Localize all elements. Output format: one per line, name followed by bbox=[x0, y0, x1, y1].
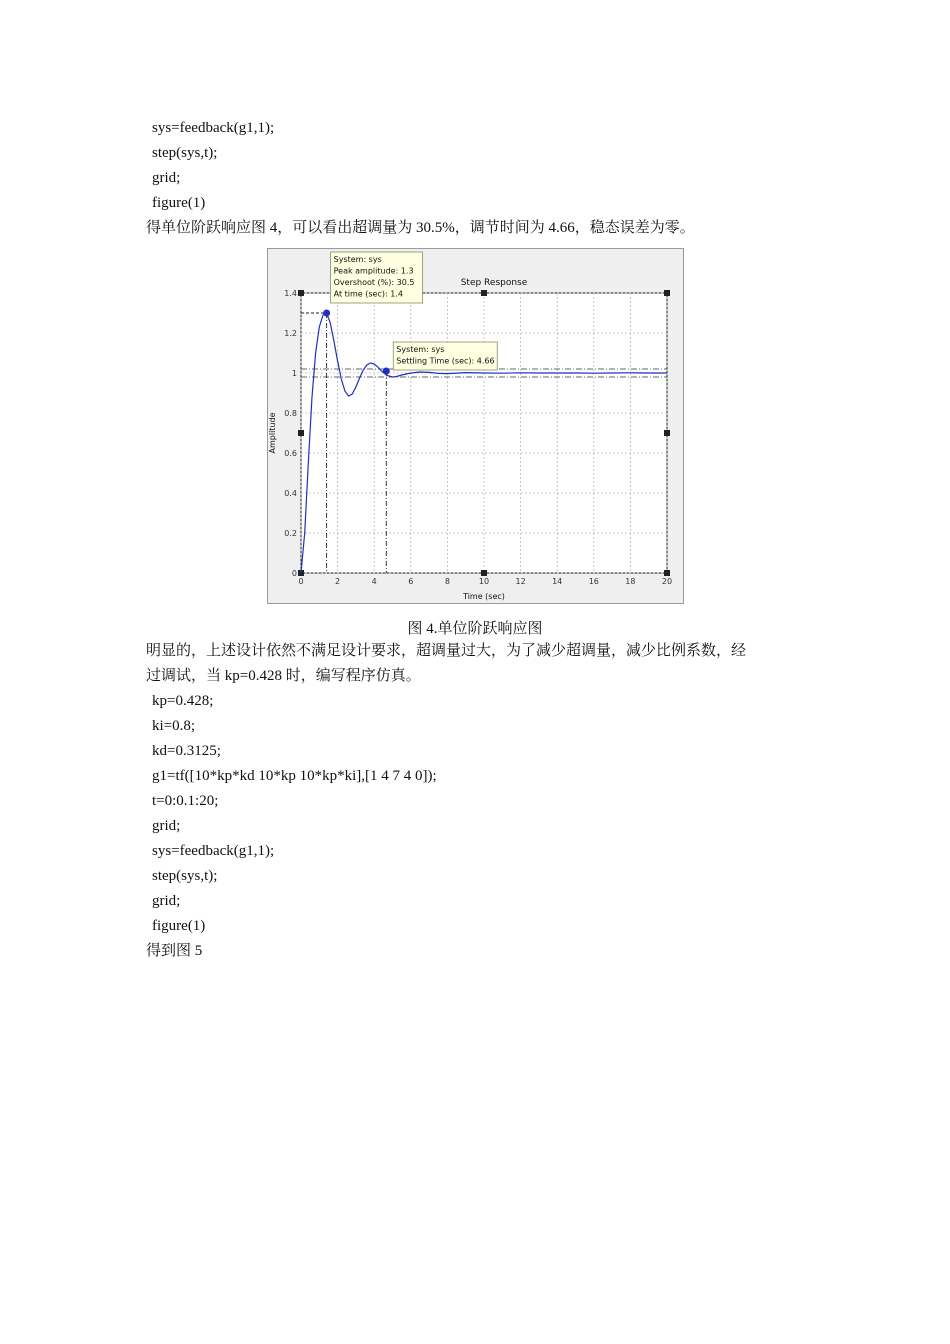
code-line: sys=feedback(g1,1); bbox=[152, 843, 275, 859]
y-tick-label: 1 bbox=[291, 369, 297, 378]
y-tick-label: 1.4 bbox=[284, 289, 297, 298]
code-line: sys=feedback(g1,1); bbox=[152, 120, 275, 136]
code-line: grid; bbox=[152, 818, 181, 834]
y-tick-label: 0.8 bbox=[284, 409, 297, 418]
x-tick-label: 20 bbox=[661, 577, 673, 586]
paragraph-line: 过调试，当 kp=0.428 时，编写程序仿真。 bbox=[146, 668, 421, 684]
code-line: t=0:0.1:20; bbox=[152, 793, 219, 809]
datatip-marker bbox=[323, 310, 330, 317]
x-tick-label: 8 bbox=[444, 577, 450, 586]
code-line: figure(1) bbox=[152, 918, 206, 934]
x-tick-label: 4 bbox=[371, 577, 377, 586]
code-line: grid; bbox=[152, 893, 181, 909]
x-tick-label: 12 bbox=[515, 577, 526, 586]
selection-handle bbox=[298, 430, 304, 436]
code-line: ki=0.8; bbox=[152, 718, 196, 734]
datatip-text: Peak amplitude: 1.3 bbox=[333, 266, 414, 276]
datatip-marker bbox=[383, 368, 390, 375]
code-line: kd=0.3125; bbox=[152, 743, 221, 759]
datatip bbox=[393, 342, 497, 370]
y-tick-label: 0.6 bbox=[284, 449, 297, 458]
datatip-text: System: sys bbox=[333, 255, 382, 264]
x-tick-label: 2 bbox=[335, 577, 341, 586]
x-tick-label: 10 bbox=[478, 577, 490, 586]
datatip-text: At time (sec): 1.4 bbox=[333, 289, 403, 299]
datatip-text: System: sys bbox=[396, 345, 445, 354]
x-axis-label: Time (sec) bbox=[463, 592, 505, 601]
code-line: step(sys,t); bbox=[152, 868, 218, 884]
y-axis-label: Amplitude bbox=[268, 412, 277, 454]
code-line: step(sys,t); bbox=[152, 145, 218, 161]
step-response-chart bbox=[267, 248, 684, 604]
y-tick-label: 1.2 bbox=[284, 329, 297, 338]
code-line: grid; bbox=[152, 170, 181, 186]
selection-handle bbox=[664, 570, 670, 576]
x-tick-label: 14 bbox=[552, 577, 563, 586]
y-tick-label: 0.2 bbox=[284, 529, 297, 538]
step-response-figure bbox=[267, 248, 684, 604]
code-line: kp=0.428; bbox=[152, 693, 214, 709]
datatip-text: Settling Time (sec): 4.66 bbox=[396, 356, 495, 366]
selection-handle bbox=[481, 290, 487, 296]
code-line: figure(1) bbox=[152, 195, 206, 211]
selection-handle bbox=[298, 290, 304, 296]
x-tick-label: 16 bbox=[588, 577, 599, 586]
selection-handle bbox=[664, 290, 670, 296]
y-tick-label: 0 bbox=[291, 569, 297, 578]
x-tick-label: 18 bbox=[625, 577, 636, 586]
datatip bbox=[331, 252, 423, 303]
x-tick-label: 0 bbox=[298, 577, 304, 586]
datatip-text: Overshoot (%): 30.5 bbox=[333, 278, 415, 287]
paragraph-next-figure: 得到图 5 bbox=[146, 943, 203, 959]
code-line: g1=tf([10*kp*kd 10*kp 10*kp*ki],[1 4 7 4 0]); bbox=[152, 768, 437, 784]
selection-handle bbox=[481, 570, 487, 576]
paragraph-line: 明显的，上述设计依然不满足设计要求，超调量过大，为了减少超调量，减少比例系数，经 bbox=[146, 643, 747, 659]
y-tick-label: 0.4 bbox=[284, 489, 297, 498]
chart-title: Step Response bbox=[460, 278, 528, 288]
x-tick-label: 6 bbox=[408, 577, 414, 586]
selection-handle bbox=[664, 430, 670, 436]
figure-caption: 图 4.单位阶跃响应图 bbox=[407, 621, 543, 637]
paragraph-result: 得单位阶跃响应图 4，可以看出超调量为 30.5%，调节时间为 4.66，稳态误差为零。 bbox=[146, 220, 695, 236]
